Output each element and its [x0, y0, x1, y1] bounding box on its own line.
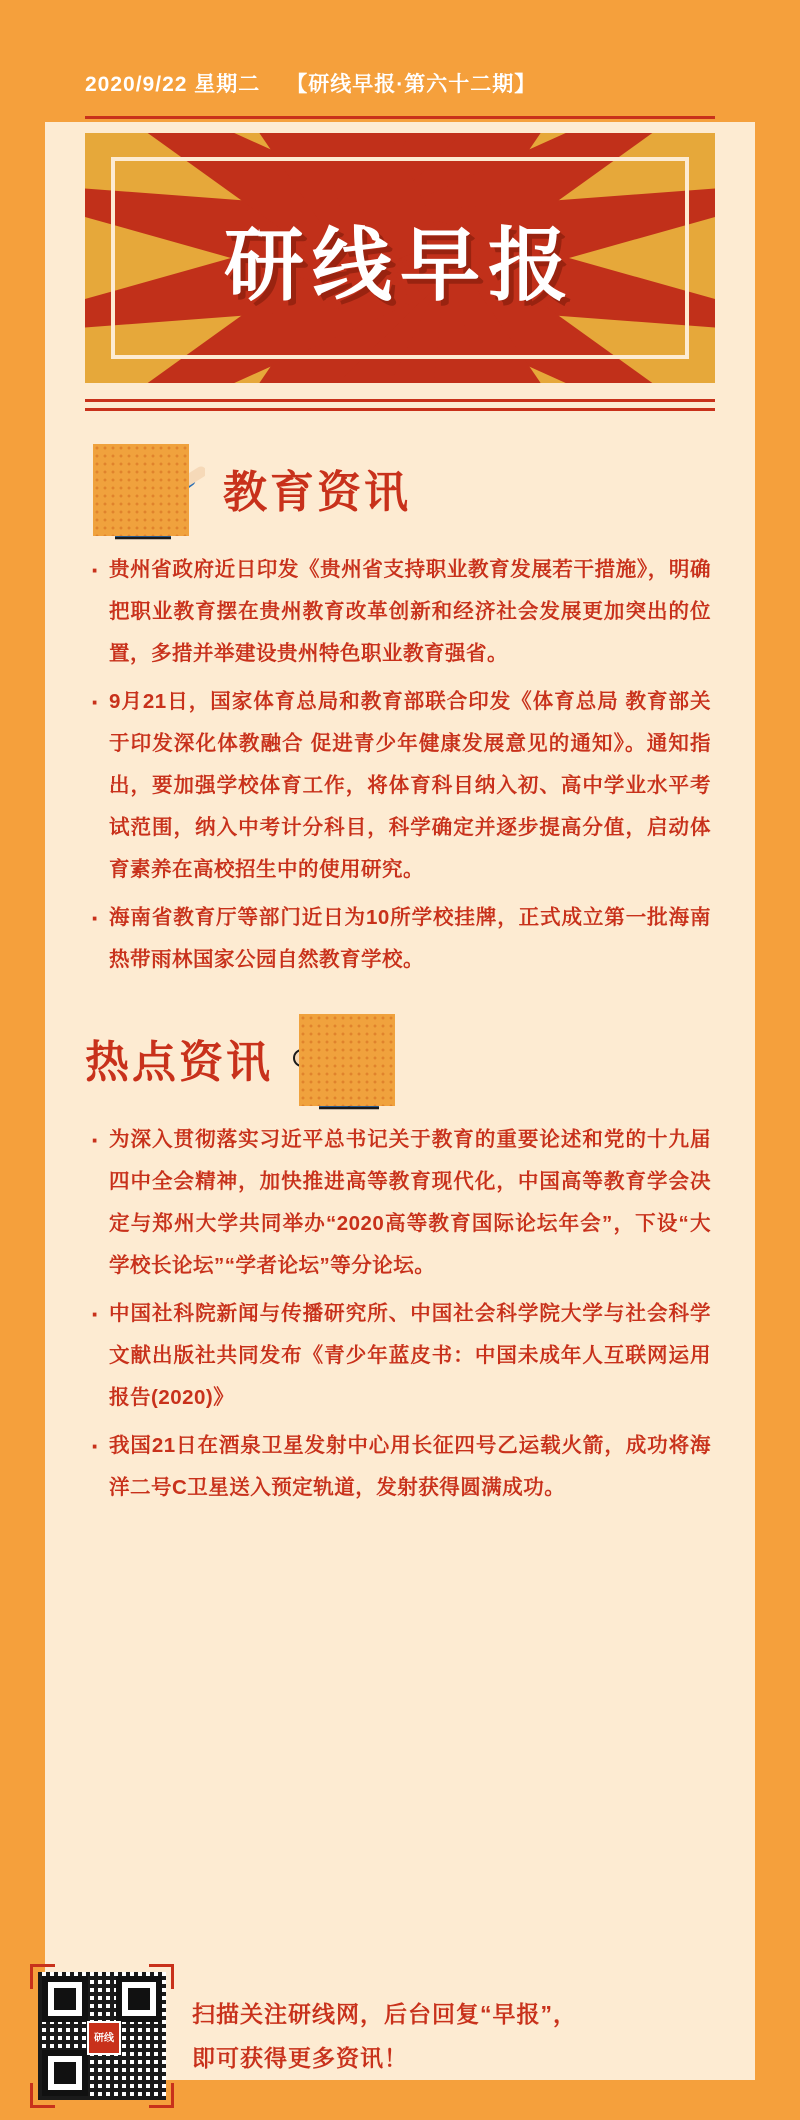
issue-text: 【研线早报·第六十二期】 [286, 73, 537, 96]
news-list-education [89, 549, 711, 981]
qr-bracket-bottom-right [149, 2083, 174, 2108]
list-item: · 为深入贯彻落实习近平总书记关于教育的重要论述和党的十九届四中全会精神，加快推进高等教育现代化，中国高等教育学会决定与郑州大学共同举办“2020高等教育国际论坛年会”，下设“大学校长论坛”“学者论坛”等分论坛。 [89, 1119, 711, 1287]
list-item: · 中国社科院新闻与传播研究所、中国社会科学院大学与社会科学文献出版社共同发布《青少年蓝皮书：中国未成年人互联网运用报告(2020)》 [89, 1293, 711, 1419]
date-text: 2020/9/22 星期二 [85, 73, 261, 96]
qr-bracket-bottom-left [30, 2083, 55, 2108]
footer [0, 1952, 800, 2120]
list-item: · 我国21日在酒泉卫星发射中心用长征四号乙运载火箭，成功将海洋二号C卫星送入预定轨道，发射获得圆满成功。 [89, 1425, 711, 1509]
header [45, 40, 755, 116]
list-item: · 贵州省政府近日印发《贵州省支持职业教育发展若干措施》，明确把职业教育摆在贵州教育改革创新和经济社会发展更加突出的位置，多措并举建设贵州特色职业教育强省。 [89, 549, 711, 675]
qr-code[interactable] [38, 1972, 166, 2100]
boy-pointing-icon [85, 434, 205, 542]
woman-waving-icon [291, 1004, 411, 1112]
header-divider [85, 116, 715, 119]
qr-bracket-top-left [30, 1964, 55, 1989]
banner-title: 研线早报 [224, 218, 576, 312]
section-title-education: 教育资讯 [223, 467, 411, 518]
news-list-hotspot [89, 1119, 711, 1509]
qr-logo: 研线 [87, 2021, 121, 2055]
list-item: · 海南省教育厅等部门近日为10所学校挂牌，正式成立第一批海南热带雨林国家公园自然教育学校。 [89, 897, 711, 981]
banner [85, 133, 715, 383]
footer-line-1: 扫描关注研线网，后台回复“早报”， [192, 2001, 577, 2027]
list-item: · 9月21日，国家体育总局和教育部联合印发《体育总局 教育部关于印发深化体教融合 促进青少年健康发展意见的通知》。通知指出，要加强学校体育工作，将体育科目纳入初、高中学业水平考试范围，纳入中考计分科目，科学确定并逐步提高分值，启动体育素养在高校招生中的使用研究。 [89, 681, 711, 891]
banner-divider [85, 399, 715, 411]
illustration-backdrop [299, 1014, 395, 1106]
banner-frame [111, 157, 689, 359]
dateline [85, 40, 715, 116]
section-header-education [85, 433, 715, 543]
section-header-hotspot [85, 1003, 715, 1113]
poster-sheet [45, 40, 755, 2080]
footer-text [192, 1992, 577, 2080]
section-title-hotspot: 热点资讯 [85, 1037, 273, 1088]
illustration-backdrop [93, 444, 189, 536]
footer-line-2: 即可获得更多资讯！ [192, 2045, 408, 2071]
qr-bracket-top-right [149, 1964, 174, 1989]
